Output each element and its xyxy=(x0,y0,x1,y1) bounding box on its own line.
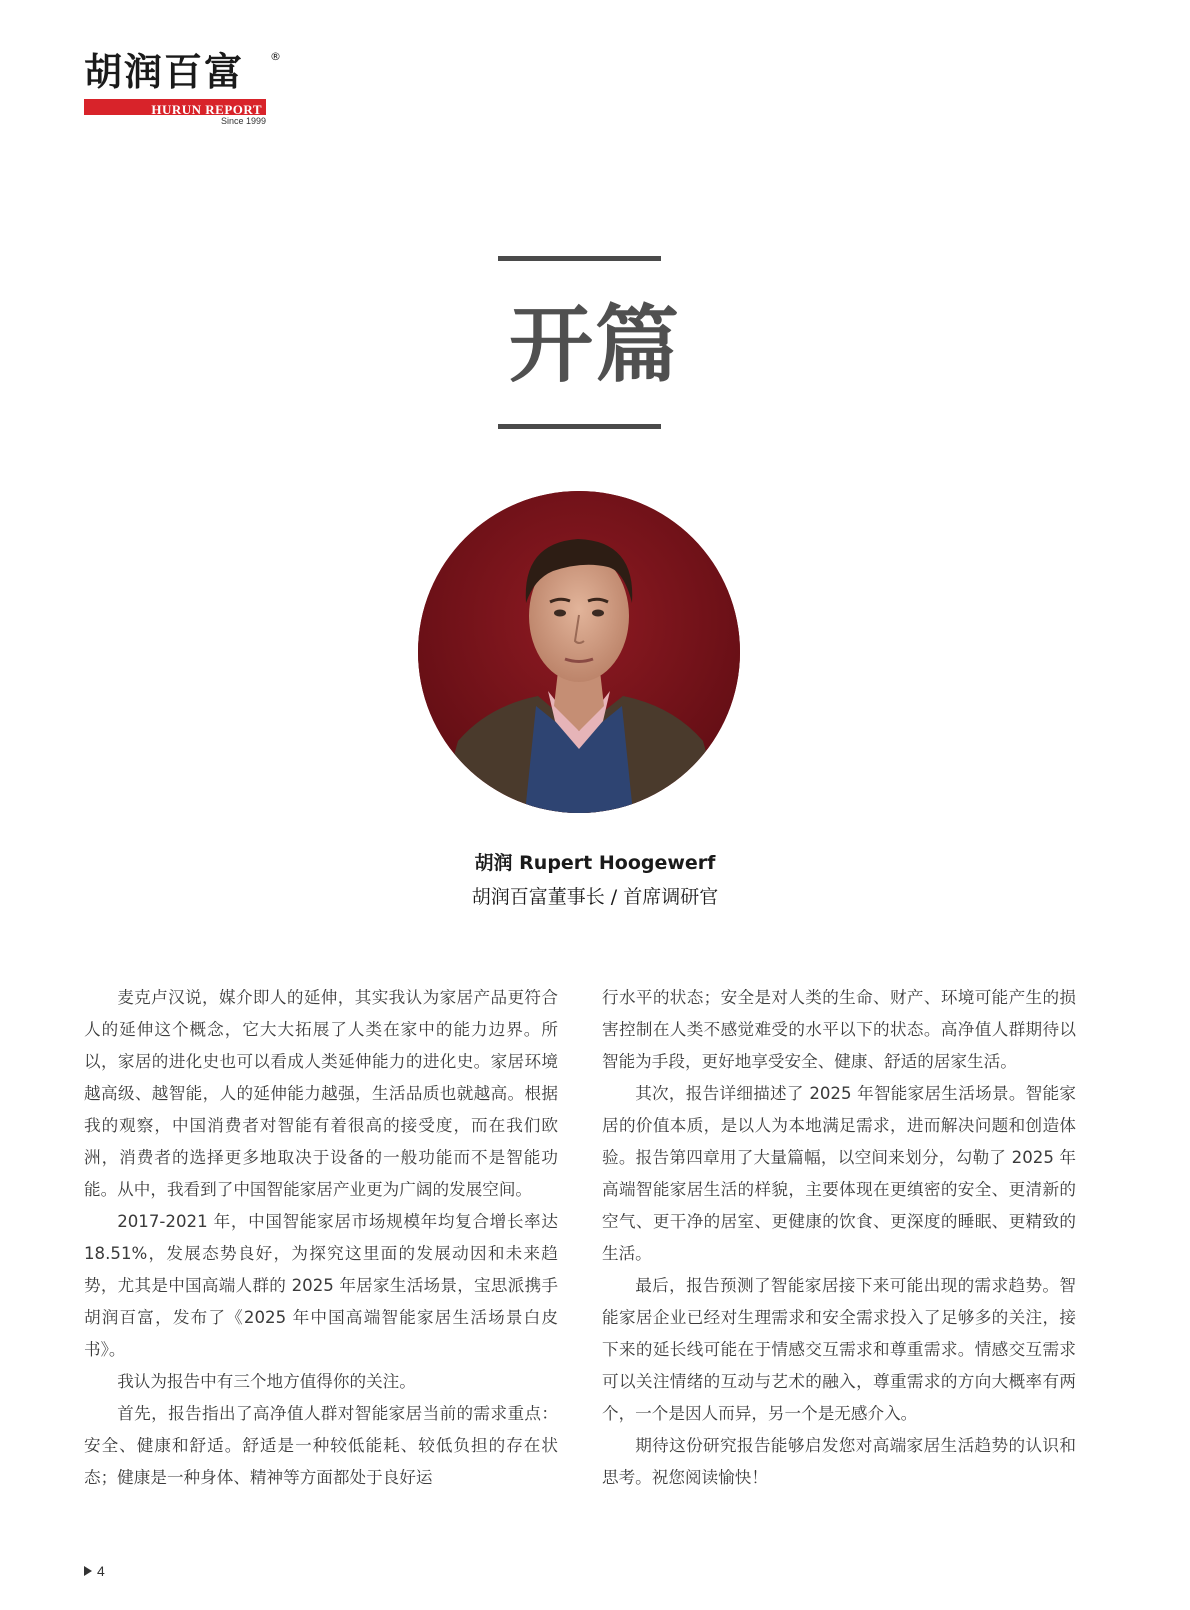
author-name: 胡润 Rupert Hoogewerf xyxy=(474,852,716,874)
paragraph: 2017-2021 年，中国智能家居市场规模年均复合增长率达 18.51%，发展态势良好，为探究这里面的发展动因和未来趋势，尤其是中国高端人群的 2025 年居家生活场景，宝思派携手胡润百富，发布了《2025 年中国高端智能家居生活场景白皮书》。 xyxy=(84,1212,558,1359)
paragraph: 其次，报告详细描述了 2025 年智能家居生活场景。智能家居的价值本质，是以人为本地满足需求，进而解决问题和创造体验。报告第四章用了大量篇幅，以空间来划分，勾勒了 2025 年高端智能家居生活的样貌，主要体现在更缜密的安全、更清新的空气、更干净的居室、更健康的饮食、更深度的睡眠、更精致的生活。 xyxy=(602,1084,1076,1263)
logo-since-text: Since 1999 xyxy=(220,116,266,126)
heading-top-rule xyxy=(498,256,661,261)
paragraph: 期待这份研究报告能够启发您对高端家居生活趋势的认识和思考。祝您阅读愉快！ xyxy=(602,1436,1076,1487)
paragraph-continuation: 行水平的状态；安全是对人类的生命、财产、环境可能产生的损害控制在人类不感觉难受的水平以下的状态。高净值人群期待以智能为手段，更好地享受安全、健康、舒适的居家生活。 xyxy=(602,988,1076,1071)
triangle-marker-icon xyxy=(84,1566,92,1576)
portrait-photo xyxy=(418,491,740,813)
body-column-right xyxy=(602,982,1076,1494)
logo-registered-mark: ® xyxy=(270,50,281,63)
author-title: 胡润百富董事长 / 首席调研官 xyxy=(471,886,719,908)
paragraph: 首先，报告指出了高净值人群对智能家居当前的需求重点：安全、健康和舒适。舒适是一种较低能耗、较低负担的存在状态；健康是一种身体、精神等方面都处于良好运 xyxy=(84,1404,558,1487)
paragraph: 我认为报告中有三个地方值得你的关注。 xyxy=(117,1372,416,1391)
paragraph: 麦克卢汉说，媒介即人的延伸，其实我认为家居产品更符合人的延伸这个概念，它大大拓展了人类在家中的能力边界。所以，家居的进化史也可以看成人类延伸能力的进化史。家居环境越高级、越智能，人的延伸能力越强，生活品质也就越高。根据我的观察，中国消费者对智能有着很高的接受度，而在我们欧洲，消费者的选择更多地取决于设备的一般功能而不是智能功能。从中，我看到了中国智能家居产业更为广阔的发展空间。 xyxy=(84,988,558,1199)
page-number: 4 xyxy=(97,1563,105,1579)
logo-english-text: HURUN REPORT xyxy=(151,102,262,117)
logo-chinese-text: 胡润百富 xyxy=(84,50,245,94)
paragraph: 最后，报告预测了智能家居接下来可能出现的需求趋势。智能家居企业已经对生理需求和安全需求投入了足够多的关注，接下来的延长线可能在于情感交互需求和尊重需求。情感交互需求可以关注情绪的互动与艺术的融入，尊重需求的方向大概率有两个，一个是因人而异，另一个是无感介入。 xyxy=(602,1276,1076,1423)
page-footer xyxy=(84,1561,105,1581)
body-column-left xyxy=(84,982,558,1494)
logo-red-banner xyxy=(84,99,266,115)
hurun-logo xyxy=(84,50,284,128)
heading-bottom-rule xyxy=(498,424,661,429)
page-heading: 开篇 xyxy=(508,296,681,394)
portrait-illustration xyxy=(418,491,740,813)
